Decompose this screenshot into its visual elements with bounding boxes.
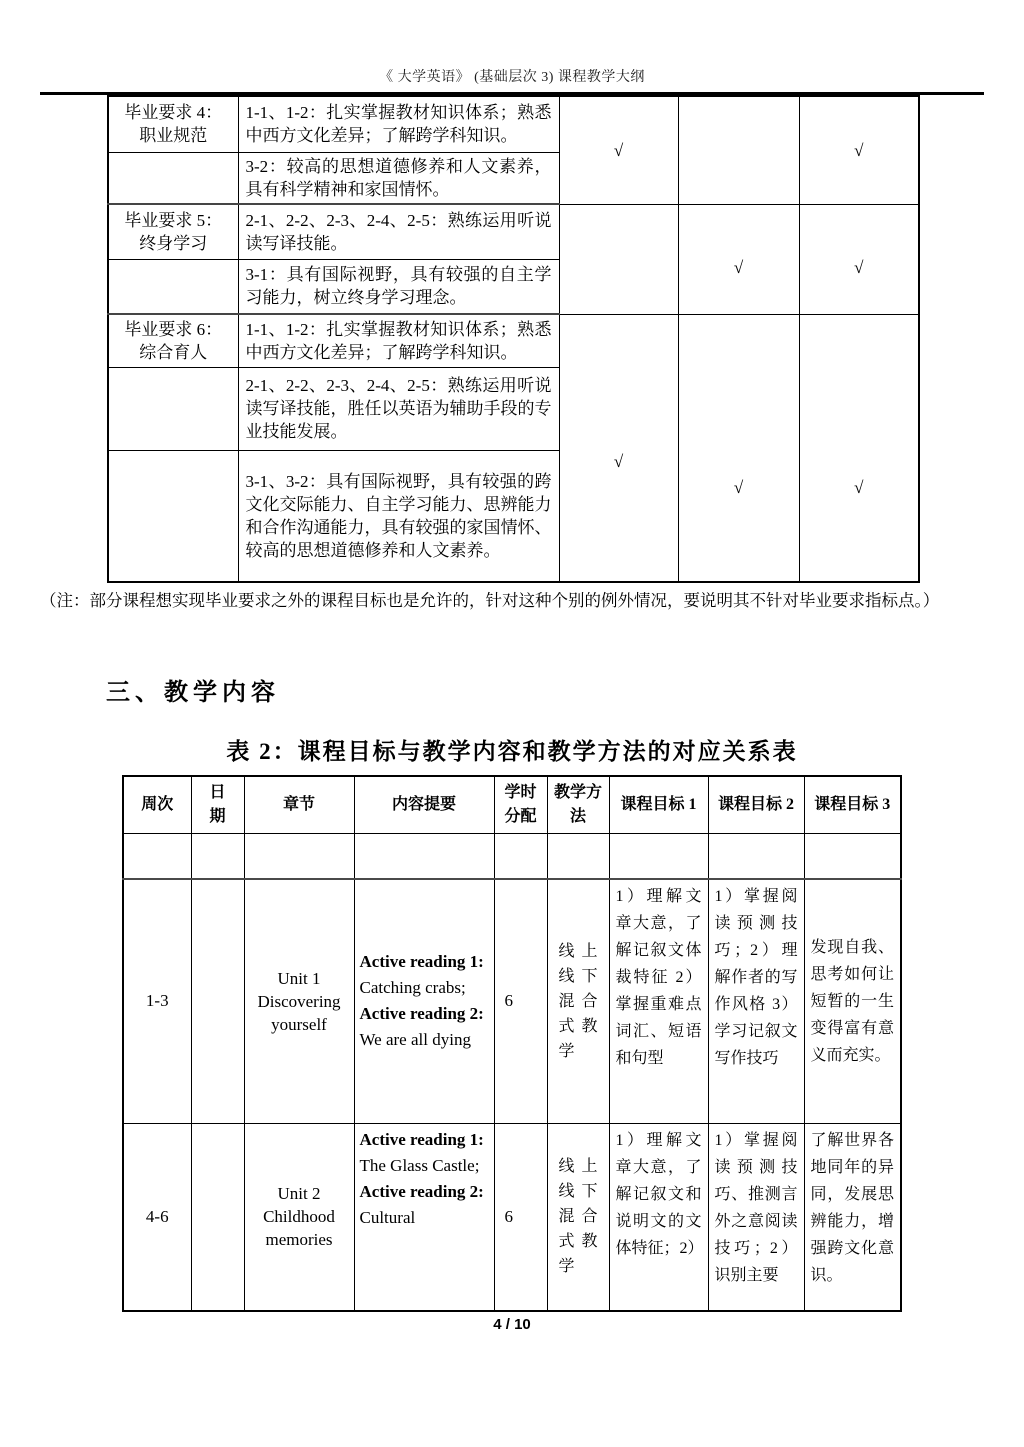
goal3-cell: 了解世界各地同年的异同，发展思辨能力，增强跨文化意识。 — [804, 1123, 901, 1311]
page-number: 4 / 10 — [493, 1316, 531, 1333]
summary-segment: Active reading 2: — [359, 1004, 484, 1023]
method-cell: 线上线下混合式教学 — [547, 1123, 609, 1311]
chapter-cell: Unit 2 Childhood memories — [244, 1123, 354, 1311]
empty-cell — [191, 833, 244, 879]
summary-segment: Active reading 1: — [359, 1129, 484, 1149]
table2-header-row — [123, 776, 901, 833]
indicator-cell: 3-1：具有国际视野，具有较强的自主学习能力，树立终身学习理念。 — [238, 259, 559, 314]
teaching-content-table — [122, 775, 902, 1312]
goal1-check-cell — [559, 96, 678, 204]
requirement-label-empty — [108, 367, 238, 450]
goal2-check-cell — [678, 96, 799, 204]
requirement-label-empty — [108, 259, 238, 314]
header-summary: 内容提要 — [354, 776, 494, 833]
empty-cell — [804, 833, 901, 879]
header-chapter: 章节 — [244, 776, 354, 833]
header-goal3: 课程目标 3 — [804, 776, 901, 833]
goal2-check-cell — [678, 204, 799, 314]
empty-cell — [609, 833, 708, 879]
checkmark: √ — [854, 140, 864, 160]
date-cell — [191, 1123, 244, 1311]
summary-cell — [354, 879, 494, 1124]
summary-segment: Active reading 1: — [359, 952, 484, 971]
chapter-cell: Unit 1 Discovering yourself — [244, 879, 354, 1124]
empty-cell — [244, 833, 354, 879]
indicator-cell: 2-1、2-2、2-3、2-4、2-5：熟练运用听说读写译技能。 — [238, 204, 559, 259]
summary-segment: Catching crabs; — [359, 978, 466, 997]
summary-segment: The Glass Castle; — [359, 1155, 480, 1175]
goal3-check-cell — [799, 96, 919, 204]
indicator-cell: 2-1、2-2、2-3、2-4、2-5：熟练运用听说读写译技能，胜任以英语为辅助手段的专业技能发展。 — [238, 367, 559, 450]
indicator-cell: 3-1、3-2：具有国际视野，具有较强的跨文化交际能力、自主学习能力、思辨能力和合作沟通能力，具有较强的家国情怀、较高的思想道德修养和人文素养。 — [238, 450, 559, 582]
header-goal1: 课程目标 1 — [609, 776, 708, 833]
requirement-label-empty — [108, 450, 238, 582]
requirement-label-empty — [108, 152, 238, 204]
goal2-cell: 1）掌握阅读预测技巧、推测言外之意阅读技巧；2）识别主要 — [708, 1123, 804, 1311]
week-cell: 1-3 — [123, 879, 191, 1124]
goal2-cell: 1）掌握阅读预测技巧；2）理解作者的写作风格 3）学习记叙文写作技巧 — [708, 879, 804, 1124]
header-week: 周次 — [123, 776, 191, 833]
header-method: 教学方法 — [547, 776, 609, 833]
header-hours: 学时分配 — [494, 776, 547, 833]
summary-segment: We are all dying — [359, 1030, 471, 1049]
table2-title: 表 2：课程目标与教学内容和教学方法的对应关系表 — [226, 739, 798, 764]
checkmark: √ — [733, 257, 744, 277]
checkmark: √ — [854, 478, 864, 498]
section-heading: 三、教学内容 — [106, 680, 280, 706]
requirement-label-line1: 毕业要求 6： — [124, 319, 223, 339]
empty-cell — [494, 833, 547, 879]
requirement-label — [108, 96, 238, 152]
indicator-cell: 1-1、1-2：扎实掌握教材知识体系；熟悉中西方文化差异；了解跨学科知识。 — [238, 314, 559, 367]
requirement-label-line2: 职业规范 — [139, 126, 208, 146]
method-cell: 线上线下混合式教学 — [547, 879, 609, 1124]
goal1-cell: 1）理解文章大意，了解记叙文和说明文的文体特征；2） — [609, 1123, 708, 1311]
goal1-check-cell — [559, 204, 678, 314]
goal1-cell: 1）理解文章大意，了解记叙文体裁特征 2）掌握重难点词汇、短语和句型 — [609, 879, 708, 1124]
date-cell — [191, 879, 244, 1124]
checkmark: √ — [854, 257, 864, 277]
requirement-label-line2: 综合育人 — [139, 342, 208, 362]
goal3-cell: 发现自我、思考如何让短暂的一生变得富有意义而充实。 — [804, 879, 901, 1124]
table-row — [108, 96, 919, 152]
header-goal2: 课程目标 2 — [708, 776, 804, 833]
requirement-label-line1: 毕业要求 5： — [124, 210, 223, 230]
requirement-label-line2: 终身学习 — [139, 233, 208, 253]
summary-cell — [354, 1123, 494, 1311]
requirement-label — [108, 314, 238, 367]
empty-cell — [354, 833, 494, 879]
header-date: 日期 — [191, 776, 244, 833]
indicator-cell: 1-1、1-2：扎实掌握教材知识体系；熟悉中西方文化差异；了解跨学科知识。 — [238, 96, 559, 152]
requirement-label-line1: 毕业要求 4： — [124, 103, 223, 123]
goal1-check-cell — [559, 314, 678, 582]
checkmark: √ — [613, 452, 624, 472]
document-header-title: 《 大学英语》 (基础层次 3) 课程教学大纲 — [379, 70, 645, 85]
goal2-check-cell — [678, 314, 799, 582]
summary-segment: Active reading 2: — [359, 1181, 484, 1201]
table-row-unit2 — [123, 1123, 901, 1311]
table-row-unit1 — [123, 879, 901, 1124]
indicator-cell: 3-2：较高的思想道德修养和人文素养，具有科学精神和家国情怀。 — [238, 152, 559, 204]
goal3-check-cell — [799, 314, 919, 582]
note-text: （注：部分课程想实现毕业要求之外的课程目标也是允许的，针对这种个别的例外情况，要说明其不针对毕业要求指标点。） — [40, 591, 940, 610]
empty-cell — [547, 833, 609, 879]
empty-cell — [123, 833, 191, 879]
goal3-check-cell — [799, 204, 919, 314]
summary-segment: Cultural — [359, 1207, 416, 1227]
checkmark: √ — [733, 478, 744, 498]
empty-cell — [708, 833, 804, 879]
table-row — [108, 314, 919, 367]
table-row — [108, 204, 919, 259]
week-cell: 4-6 — [123, 1123, 191, 1311]
hours-cell: 6 — [494, 879, 547, 1124]
hours-cell: 6 — [494, 1123, 547, 1311]
requirement-label — [108, 204, 238, 259]
graduation-requirements-table — [107, 95, 920, 583]
checkmark: √ — [613, 140, 624, 160]
empty-row — [123, 833, 901, 879]
